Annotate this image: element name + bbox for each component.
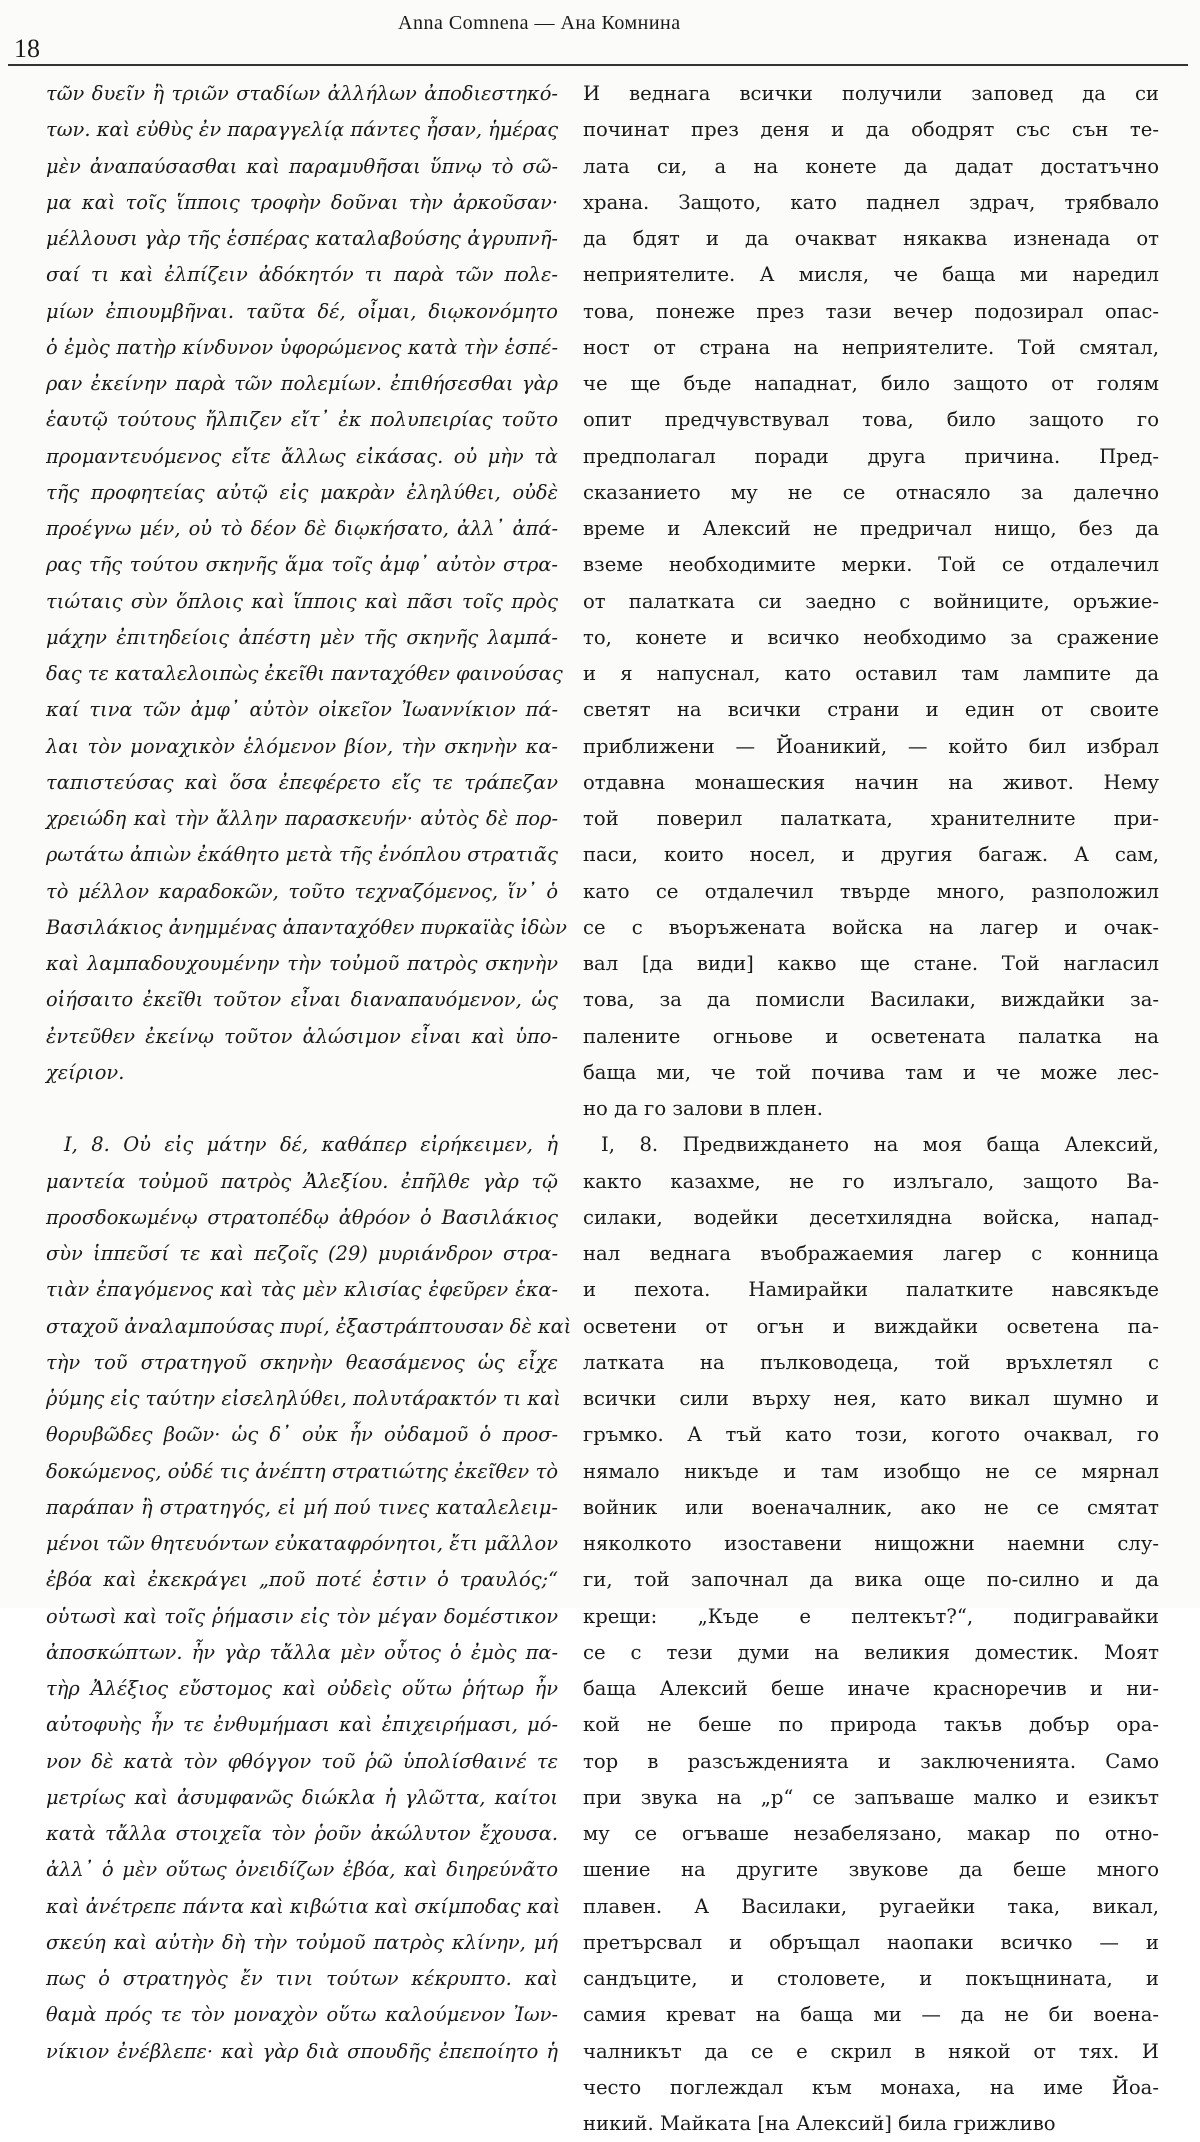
text-line: опит предчувствувал това, било защото го	[583, 408, 1159, 432]
text-line: τὴν τοῦ στρατηγοῦ σκηνὴν θεασάμενος ὡς εἶχε	[46, 1350, 558, 1374]
text-line: това, за да помисли Василаки, виждайки за-	[583, 988, 1159, 1012]
text-line: ρας τῆς τούτου σκηνῆς ἅμα τοῖς ἀμφ᾽ αὐτὸν στρα-	[46, 553, 558, 577]
text-line: сказанието му не се отнасяло за далечно	[583, 480, 1159, 504]
text-line: τιὰν ἐπαγόμενος καὶ τὰς μὲν κλισίας ἐφεῦρεν ἑκα-	[46, 1278, 558, 1302]
bulgarian-text-column	[583, 76, 1159, 2142]
text-line: гръмко. А тъй като този, когото очаквал, го	[583, 1423, 1159, 1447]
text-line: λαι τὸν μοναχικὸν ἑλόμενον βίον, τὴν σκηνὴν κα-	[46, 734, 558, 758]
text-line: καὶ λαμπαδουχουμένην τὴν τοὐμοῦ πατρὸς σκηνὴν	[46, 952, 558, 975]
text-line: μαντεία τοὐμοῦ πατρὸς Ἀλεξίου. ἐπῆλθε γὰρ τῷ	[46, 1169, 558, 1193]
text-line: баща ми, че той почива там и че може лес-	[583, 1060, 1159, 1084]
text-line: I, 8. Οὐ εἰς μάτην δέ, καθάπερ εἰρήκειμεν, ἡ	[64, 1133, 558, 1157]
text-line: νίκιον ἐνέβλεπε· καὶ γὰρ διὰ σπουδῆς ἐπεποίητο ἡ	[46, 2039, 558, 2063]
text-line: τὸ μέλλον καραδοκῶν, τοῦτο τεχναζόμενος, ἵν᾽ ὁ	[46, 879, 558, 903]
text-line: той поверил палатката, хранителните при-	[583, 807, 1159, 830]
text-line: αὐτοφυὴς ἦν τε ἐνθυμήμασι καὶ ἐπιχειρήμασι, μό-	[46, 1713, 558, 1737]
text-line: нямало никъде и там изобщо не се мярнал	[583, 1459, 1159, 1483]
text-line: θαμὰ πρός τε τὸν μοναχὸν οὕτω καλούμενον Ἰων-	[46, 2003, 558, 2027]
text-line: νον δὲ κατὰ τὸν φθόγγον τοῦ ῥῶ ὑπολίσθαινέ τε	[46, 1749, 558, 1773]
text-line: θορυβῶδες βοῶν· ὡς δ᾽ οὐκ ἦν οὐδαμοῦ ὁ προσ-	[46, 1423, 558, 1447]
text-line: всички сили върху нея, като викал шумно и	[583, 1387, 1159, 1410]
text-line: προσδοκωμένῳ στρατοπέδῳ ἀθρόον ὁ Βασιλάκιος	[46, 1205, 558, 1229]
text-line: време и Алексий не предричал нищо, без да	[583, 517, 1159, 540]
text-line: плавен. А Василаки, ругаейки така, викал,	[583, 1894, 1159, 1918]
text-line: при звука на „р“ се запъваше малко и езикът	[583, 1785, 1159, 1809]
text-line	[46, 1091, 558, 1127]
text-line: μετρίως καὶ ἀσυμφανῶς διώκλα ἡ γλῶττα, καίτοι	[46, 1785, 558, 1809]
text-line: и пехота. Намирайки палатките навсякъде	[583, 1278, 1159, 1302]
text-line: храна. Защото, като паднел здрач, трябвало	[583, 190, 1159, 214]
text-line: че ще бъде нападнат, било защото от голям	[583, 372, 1159, 395]
text-line: τιώταις σὺν ὅπλοις καὶ ἵπποις καὶ πᾶσι τοῖς πρὸς	[46, 589, 558, 613]
text-line: това, понеже през тази вечер подозирал опас-	[583, 299, 1159, 323]
text-line: οὑτωσὶ καὶ τοῖς ῥήμασιν εἰς τὸν μέγαν δομέστικον	[46, 1604, 558, 1628]
text-line: самия креват на баща ми — да не би воена-	[583, 2003, 1159, 2027]
text-line: κατὰ τἄλλα στοιχεῖα τὸν ῥοῦν ἀκώλυτον ἔχουσα.	[46, 1822, 558, 1845]
text-line: лата си, а на конете да дадат достатъчно	[583, 154, 1159, 178]
text-line: крещи: „Къде е пелтекът?“, подигравайки	[583, 1604, 1159, 1628]
text-line: ρωτάτω ἀπιὼν ἐκάθητο μετὰ τῆς ἐνόπλου στρατιᾶς	[46, 843, 558, 867]
text-line: σταχοῦ ἀναλαμπούσας πυρί, ἐξαστράπτουσαν δὲ καὶ	[46, 1314, 572, 1338]
text-line: ἐβόα καὶ ἐκεκράγει „ποῦ ποτέ ἐστιν ὁ τραυλός;“	[46, 1568, 558, 1592]
text-line: καὶ ἀνέτρεπε πάντα καὶ κιβώτια καὶ σκίμποδας καὶ	[46, 1894, 561, 1918]
text-line: но да го залови в плен.	[583, 1097, 823, 1120]
text-line: σὺν ἱππεῦσί τε καὶ πεζοῖς (29) μυριάνδρον στρα-	[46, 1242, 558, 1265]
text-line: както казахме, не го излъгало, защото Ва-	[583, 1169, 1159, 1193]
text-line: καί τινα τῶν ἀμφ᾽ αὐτὸν οἰκεῖον Ἰωαννίκιον πά-	[46, 698, 558, 722]
text-line: претърсвал и обръщал наопаки всичко — и	[583, 1930, 1159, 1954]
text-line: τῆς προφητείας αὐτῷ εἰς μακρὰν ἐληλύθει, οὐδὲ	[46, 480, 558, 504]
text-line: μάχην ἐπιτηδείοις ἀπέστη μὲν τῆς σκηνῆς λαμπά-	[46, 625, 558, 649]
text-line: I, 8. Предвиждането на моя баща Алексий,	[601, 1133, 1159, 1157]
text-line: осветени от огън и виждайки осветена па-	[583, 1314, 1159, 1338]
text-line: προέγνω μέν, οὐ τὸ δέον δὲ διῳκήσατο, ἀλλ᾽ ἀπά-	[46, 517, 558, 540]
text-line: починат през деня и да ободрят със сън те-	[583, 118, 1159, 142]
text-line: χρειώδη καὶ τὴν ἄλλην παρασκευήν· αὐτὸς δὲ πορ-	[46, 807, 558, 830]
text-line: от палатката си заедно с войниците, оръжие-	[583, 589, 1159, 613]
text-line: ἐντεῦθεν ἐκείνῳ τοῦτον ἁλώσιμον εἶναι καὶ ὑπο-	[46, 1024, 558, 1048]
text-line: чалникът да се е скрил в някой от тях. И	[583, 2039, 1159, 2063]
text-line: светят на всички страни и един от своите	[583, 698, 1159, 722]
text-line: ταπιστεύσας καὶ ὅσα ἐπεφέρετο εἴς τε τράπεζαν	[46, 770, 558, 794]
text-line: μέλλουσι γὰρ τῆς ἑσπέρας καταλαβούσης ἀγρυπνῆ-	[46, 227, 558, 250]
text-line: μὲν ἀναπαύσασθαι καὶ παραμυθῆσαι ὕπνῳ τὸ σῶ-	[46, 154, 558, 178]
text-line: μα καὶ τοῖς ἵπποις τροφὴν δοῦναι τὴν ἀρκοῦσαν·	[46, 190, 558, 214]
text-line: му се огъваше незабелязано, макар по отно-	[583, 1822, 1159, 1845]
text-line: войник или военачалник, ако не се смятат	[583, 1495, 1159, 1519]
text-line: няколкото изоставени нищожни наемни слу-	[583, 1532, 1159, 1555]
header-rule	[8, 64, 1188, 66]
text-line: паси, които носел, и другия багаж. А сам,	[583, 843, 1159, 867]
page-number: 18	[14, 34, 40, 63]
text-line: σκεύη καὶ αὐτὴν δὴ τὴν τοὐμοῦ πατρὸς κλίνην, μή	[46, 1930, 558, 1954]
text-line: вземе необходимите мерки. Той се отдалечил	[583, 553, 1159, 577]
text-line: τῶν δυεῖν ἢ τριῶν σταδίων ἀλλήλων ἀποδιεστηκό-	[46, 82, 558, 105]
text-line: οἰήσαιτο ἐκεῖθι τοῦτον εἶναι διαναπαυόμενον, ὡς	[46, 988, 558, 1012]
text-line: ἑαυτῷ τούτους ἤλπιζεν εἴτ᾽ ἐκ πολυπειρίας τοῦτο	[46, 408, 558, 432]
text-line: шение на другите звукове да беше много	[583, 1858, 1159, 1882]
text-line: προμαντευόμενος εἴτε ἄλλως εἰκάσας. οὐ μὴν τὰ	[46, 444, 558, 468]
text-line: τὴρ Ἀλέξιος εὔστομος καὶ οὐδεὶς οὕτω ῥήτωρ ἦν	[46, 1677, 558, 1700]
text-line: кой не беше по природа такъв добър ора-	[583, 1713, 1159, 1737]
text-line: ραν ἐκείνην παρὰ τῶν πολεμίων. ἐπιθήσεσθαι γὰρ	[46, 372, 558, 395]
text-line: των. καὶ εὐθὺς ἐν παραγγελίᾳ πάντες ἦσαν, ἡμέρας	[46, 118, 559, 142]
text-line: и я напуснал, като оставил там лампите да	[583, 662, 1159, 685]
text-line: Βασιλάκιος ἀνημμένας ἁπανταχόθεν πυρκαϊὰς ἰδὼν	[46, 915, 567, 939]
text-line: латката на пълководеца, той връхлетял с	[583, 1350, 1159, 1374]
text-line: μίων ἐπιουμβῆναι. ταῦτα δέ, οἶμαι, διῳκονόμητο	[46, 299, 558, 323]
running-title: Anna Comnena — Ана Комнина	[398, 12, 681, 34]
text-line: πως ὁ στρατηγὸς ἔν τινι τούτων κέκρυπτο. καὶ	[46, 1967, 558, 1990]
text-line: παράπαν ἢ στρατηγός, εἰ μή πού τινες καταλελειμ-	[46, 1495, 558, 1519]
text-line: тор в разсъжденията и заключенията. Само	[583, 1749, 1159, 1773]
text-line: нал веднага въображаемия лагер с конница	[583, 1242, 1159, 1265]
greek-text-column	[46, 76, 572, 2070]
text-line: μένοι τῶν θητευόντων εὐκαταφρόνητοι, ἔτι μᾶλλον	[46, 1532, 558, 1555]
text-line: се с тези думи на великия доместик. Моят	[583, 1640, 1159, 1664]
text-line: отдавна монашеския начин на живот. Нему	[583, 770, 1159, 794]
text-line: палените огньове и осветената палатка на	[583, 1024, 1159, 1048]
text-line: ῥύμης εἰς ταύτην εἰσεληλύθει, πολυτάρακτόν τι καὶ	[46, 1387, 561, 1410]
text-line: ὁ ἐμὸς πατὴρ κίνδυνον ὑφορώμενος κατὰ τὴν ἑσπέ-	[46, 335, 558, 359]
text-line: χείριον.	[46, 1060, 125, 1084]
text-line: И веднага всички получили заповед да си	[583, 82, 1159, 105]
text-line: то, конете и всичко необходимо за сражение	[583, 625, 1159, 649]
text-line: ги, той започнал да вика още по-силно и да	[583, 1568, 1159, 1592]
text-line: ἀποσκώπτων. ἦν γὰρ τἄλλα μὲν οὗτος ὁ ἐμὸς πα-	[46, 1640, 558, 1664]
text-line: неприятелите. А мисля, че баща ми наредил	[583, 263, 1159, 287]
text-line: никий. Майката [на Алексий] била грижливо	[583, 2112, 1056, 2135]
text-line: δοκώμενος, οὐδέ τις ἀνέπτη στρατιώτης ἐκεῖθεν τὸ	[46, 1459, 558, 1483]
text-line: силаки, водейки десетхилядна войска, напад-	[583, 1205, 1159, 1229]
text-line: ἀλλ᾽ ὁ μὲν οὕτως ὀνειδίζων ἐβόα, καὶ διηρεύνᾶτο	[46, 1858, 558, 1882]
text-line: се с въоръжената войска на лагер и очак-	[583, 915, 1159, 939]
text-line: често поглеждал към монаха, на име Йоа-	[583, 2075, 1159, 2099]
text-line: баща Алексий беше иначе красноречив и ни-	[583, 1677, 1159, 1700]
text-line: δας τε καταλελοιπὼς ἐκεῖθι πανταχόθεν φαινούσας	[46, 662, 563, 685]
text-line: като се отдалечил твърде много, разположил	[583, 879, 1159, 903]
text-line: ност от страна на неприятелите. Той смятал,	[583, 335, 1159, 359]
text-line: приближени — Йоаникий, — който бил избрал	[583, 734, 1159, 758]
text-line: вал [да види] какво ще стане. Той нагласил	[583, 952, 1159, 975]
text-line: σαί τι καὶ ἐλπίζειν ἀδόκητόν τι παρὰ τῶν πολε-	[46, 263, 558, 287]
text-line: сандъците, и столовете, и покъщнината, и	[583, 1967, 1159, 1990]
text-line: да бдят и да очакват някаква изненада от	[583, 227, 1159, 250]
text-line: предполагал поради друга причина. Пред-	[583, 444, 1159, 468]
